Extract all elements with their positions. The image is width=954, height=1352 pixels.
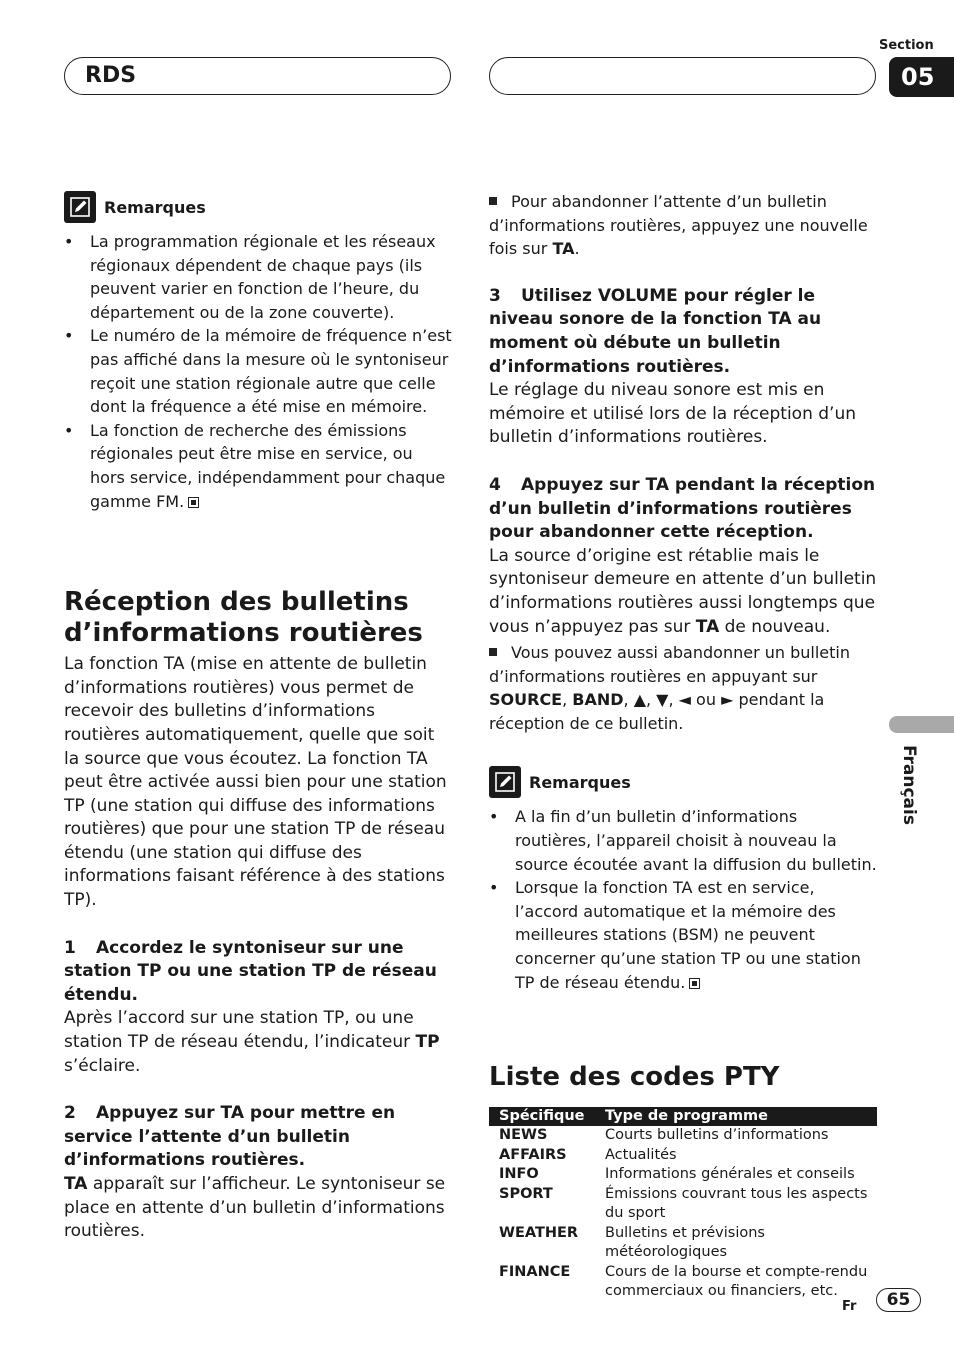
- button-keyword: TA: [64, 1174, 88, 1194]
- language-tab: [889, 716, 954, 733]
- intro-paragraph: La fonction TA (mise en attente de bulletin d’informations routières) vous permet de recevoir des bulletins d’informations routières automatiquement, quelle que soit la source que vous écoutez. La fonction TA peut être activée aussi bien pour une station TP (une station qui diffuse des informations routières) que pour une station TP de réseau étendu (une station qui diffuse des informations faisant référence à des stations TP).: [64, 654, 447, 911]
- pty-code: FINANCE: [499, 1263, 571, 1280]
- step-text: Utilisez VOLUME pour régler le niveau sonore de la fonction TA au moment où débute un bulletin d’informations routières.: [489, 285, 822, 377]
- indicator-keyword: TP: [415, 1032, 440, 1053]
- notes-header: [64, 190, 452, 224]
- pty-table: [489, 1107, 877, 1302]
- section-label: Section: [879, 38, 934, 53]
- right-column: [489, 190, 877, 1302]
- step-number: 1: [64, 937, 76, 958]
- notes-title: Remarques: [104, 197, 206, 217]
- step-body-text: apparaît sur l’afficheur. Le syntoniseur se place en attente d’un bulletin d’informations routières.: [64, 1174, 446, 1242]
- step-1-heading: [64, 937, 452, 1008]
- step-2-heading: [64, 1102, 452, 1173]
- pencil-note-icon: [64, 191, 96, 223]
- step-4-body: [489, 545, 877, 639]
- step-body-text: s’éclaire.: [64, 1055, 141, 1076]
- step-4-heading: [489, 474, 877, 545]
- end-mark-icon: [689, 978, 700, 989]
- step-text: Appuyez sur TA pour mettre en service l’attente d’un bulletin d’informations routières.: [64, 1103, 396, 1171]
- step-text: Accordez le syntoniseur sur une station TP ou une station TP de réseau étendu.: [64, 937, 437, 1005]
- notes-title: Remarques: [529, 772, 631, 792]
- step-4-note: Vous pouvez aussi abandonner un bulletin d’informations routières en appuyant sur SOURCE, BAND, ▲, ▼, ◄ ou ► pendant la réception de ce bulletin.: [489, 643, 850, 733]
- square-bullet-icon: [489, 648, 497, 656]
- note-item: • Le numéro de la mémoire de fréquence n’est pas affiché dans la mesure où le syntoniseur reçoit une station régionale autre que celle dont la fréquence a été mise en mémoire.: [64, 324, 452, 418]
- header-left-pill: [64, 57, 451, 95]
- step-body-text: de nouveau.: [724, 616, 831, 637]
- header-right-pill: [489, 57, 876, 95]
- step-number: 2: [64, 1103, 76, 1124]
- pty-code: AFFAIRS: [499, 1146, 567, 1163]
- note-text: pendant la réception de ce bulletin.: [489, 690, 825, 733]
- pty-desc: Bulletins et prévisions météorologiques: [605, 1224, 765, 1261]
- abandon-text: Pour abandonner l’attente d’un bulletin d’informations routières, appuyez une nouvelle fois sur: [489, 192, 868, 259]
- table-row: [489, 1126, 877, 1146]
- pty-heading: Liste des codes PTY: [489, 1062, 780, 1093]
- step-number: 3: [489, 285, 501, 306]
- step-3-heading: [489, 285, 877, 379]
- footer-lang-code: Fr: [842, 1299, 857, 1314]
- arrow-keys: ▲, ▼, ◄ ou ►: [633, 690, 734, 710]
- square-bullet-icon: [489, 197, 497, 205]
- pty-desc: Courts bulletins d’informations: [605, 1127, 829, 1144]
- table-row: [489, 1263, 877, 1302]
- section-number: 05: [889, 57, 954, 97]
- table-row: [489, 1224, 877, 1263]
- step-2-body: [64, 1173, 452, 1244]
- step-number: 4: [489, 474, 501, 495]
- step-body-text: La source d’origine est rétablie mais le syntoniseur demeure en attente d’un bulletin d’informations routières aussi longtemps que vous n’appuyez pas sur: [489, 545, 877, 637]
- band-keyword: BAND: [572, 690, 624, 710]
- pty-desc: Cours de la bourse et compte-rendu commerciaux ou financiers, etc.: [605, 1263, 868, 1300]
- step-body-text: Après l’accord sur une station TP, ou une station TP de réseau étendu, l’indicateur: [64, 1008, 414, 1053]
- note-text: La fonction de recherche des émissions régionales peut être mise en service, ou hors service, indépendamment pour chaque gamme FM.: [90, 420, 446, 511]
- note-item: • La programmation régionale et les réseaux régionaux dépendent de chaque pays (ils peuvent varier en fonction de l’heure, du département ou de la zone couverte).: [64, 230, 452, 324]
- step-1-body: [64, 1007, 452, 1078]
- pty-col-header: Type de programme: [595, 1107, 877, 1126]
- notes-list: [489, 805, 877, 994]
- source-keyword: SOURCE: [489, 690, 563, 710]
- button-keyword: TA: [552, 239, 575, 259]
- pty-code: NEWS: [499, 1127, 548, 1144]
- end-mark-icon: [188, 497, 199, 508]
- button-keyword: TA: [695, 616, 720, 637]
- section-heading: Réception des bulletins d’informations routières: [64, 587, 423, 649]
- pty-desc: Émissions couvrant tous les aspects du sport: [605, 1185, 868, 1222]
- pencil-note-icon: [489, 766, 521, 798]
- pty-code: INFO: [499, 1166, 539, 1183]
- step-text: Appuyez sur TA pendant la réception d’un bulletin d’informations routières pour abandonner cette réception.: [489, 474, 876, 543]
- note-item: • A la fin d’un bulletin d’informations routières, l’appareil choisit à nouveau la source écoutée avant la diffusion du bulletin.: [489, 805, 877, 876]
- notes-list: [64, 230, 452, 513]
- note-item: [64, 419, 452, 513]
- note-item: [489, 876, 877, 994]
- language-label: Français: [899, 745, 919, 825]
- page-number: 65: [876, 1288, 921, 1312]
- header-title: RDS: [85, 63, 137, 88]
- pty-code: WEATHER: [499, 1224, 579, 1241]
- pty-desc: Informations générales et conseils: [605, 1166, 855, 1183]
- pty-code: SPORT: [499, 1185, 553, 1202]
- pty-col-header: Spécifique: [489, 1107, 595, 1126]
- note-text: Vous pouvez aussi abandonner un bulletin d’informations routières en appuyant sur: [489, 643, 850, 686]
- table-row: [489, 1185, 877, 1224]
- left-column: [64, 190, 452, 1244]
- pty-desc: Actualités: [605, 1146, 677, 1163]
- step-3-body: Le réglage du niveau sonore est mis en mémoire et utilisé lors de la réception d’un bulletin d’informations routières.: [489, 380, 856, 448]
- table-row: [489, 1146, 877, 1166]
- note-text: Lorsque la fonction TA est en service, l’accord automatique et la mémoire des meilleures stations (BSM) ne peuvent concerner qu’une station TP ou une station TP de réseau étendu.: [515, 878, 861, 992]
- notes-header: [489, 765, 877, 799]
- table-row: [489, 1165, 877, 1185]
- abandon-note: Pour abandonner l’attente d’un bulletin d’informations routières, appuyez une nouvelle fois sur TA.: [489, 192, 868, 259]
